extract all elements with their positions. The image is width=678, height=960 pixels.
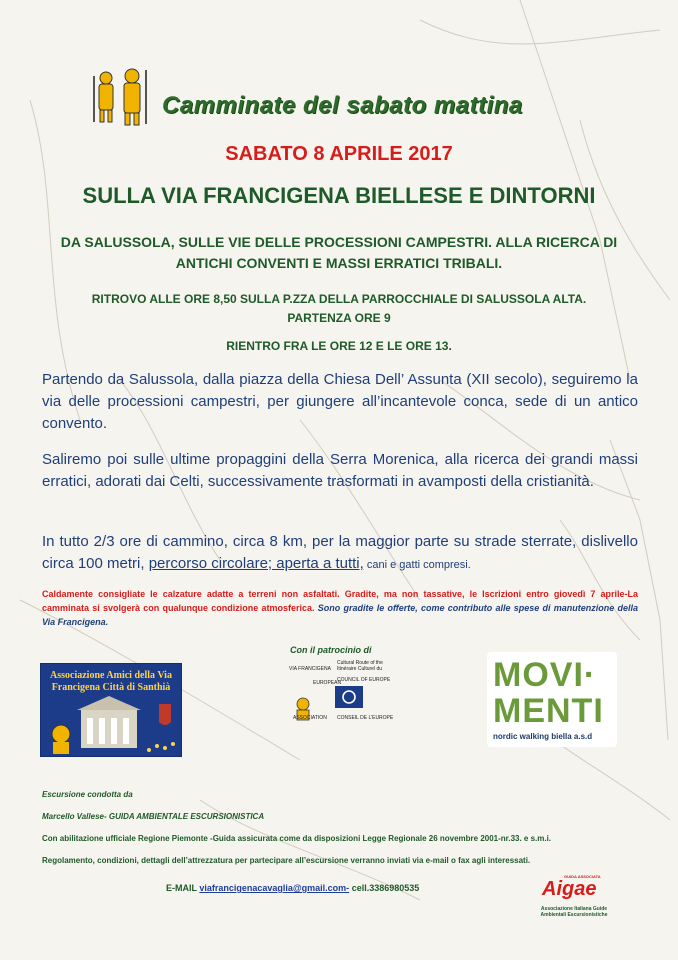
association-name: Associazione Amici della Via Francigena Città di Santhià [50,670,172,693]
departure-time: PARTENZA ORE 9 [287,311,391,325]
movimenti-logo [487,652,617,747]
notice-donation: Sono gradite le offerte, come contributo alle spese di manutenzione della Via Francigena. [42,603,638,627]
rules-info: Regolamento, condizioni, dettagli dell’attrezzatura per partecipare all’escursione verranno inviati via e-mail o fax agli interessati. [42,856,531,865]
email-label: E-MAIL [166,883,200,893]
cultural-route-label: Cultural Route of the Itinéraire Culturel du [337,660,383,672]
movimenti-subtitle: nordic walking biella a.s.d [493,732,593,741]
email-link[interactable]: viafrancigenacavaglia@gmail.com- [199,883,350,893]
movimenti-line-1: MOVI· [493,656,597,694]
description-paragraph-3 [42,531,638,576]
association-logo [40,663,182,757]
aigae-description: Associazione Italiana Guide Ambientali Escursionistiche [540,906,608,918]
aigae-wordmark: Aigae [542,878,597,900]
walk-details: In tutto 2/3 ore di cammino, circa 8 km, per la maggior parte su strade sterrate, dislivello circa 100 metri, [42,533,638,572]
description-paragraph-2: Saliremo poi sulle ultime propaggini della Serra Morenica, alla ricerca dei grandi massi erratici, adorati dai Celti, successivamente trasformati in avamposti della cristianità. [42,451,638,490]
notice-warning: Caldamente consigliate le calzature adatte a terreni non asfaltati. Gradite, ma non tassative, le Iscrizioni entro giovedì 7 aprile-La camminata si svolgerà con qualunque condizione atmosferica. [42,589,638,613]
francigena-council-logo [287,660,395,722]
description-paragraph-1: Partendo da Salussola, dalla piazza della Chiesa Dell’ Assunta (XII secolo), seguiremo la via delle processioni campestri, per giungere all’incantevole conca, sede di un antico convento. [42,371,638,432]
guide-license: Con abilitazione ufficiale Regione Piemonte -Guida assicurata come da disposizioni Legge Regionale 26 novembre 2001-nr.33. e s.m.i. [42,834,552,843]
patronage-label: Con il patrocinio di [290,645,372,655]
phone-number: cell.3386980535 [349,883,420,893]
series-title: Camminate del sabato mattina [162,92,523,119]
movimenti-line-2: MENTI [493,692,604,730]
guide-intro: Escursione condotta da [42,790,133,799]
association-label: ASSOCIATION [293,715,327,721]
conseil-label: CONSEIL DE L’EUROPE [337,715,394,721]
european-label: EUROPEAN [313,680,342,686]
meeting-point: RITROVO ALLE ORE 8,50 SULLA P.ZZA DELLA PARROCCHIALE DI SALUSSOLA ALTA. [91,292,587,306]
pilgrims-icon [88,66,158,126]
header-row [88,66,648,126]
walk-details-underlined: percorso circolare; aperta a tutti, [148,555,364,572]
event-date: SABATO 8 APRILE 2017 [225,143,453,165]
francigena-label: VIA FRANCIGENA [289,666,331,672]
meeting-info [40,290,638,328]
return-time: RIENTRO FRA LE ORE 12 E LE ORE 13. [226,339,452,353]
credits [42,790,642,878]
council-label: COUNCIL OF EUROPE [337,677,391,683]
walk-details-pets: cani e gatti compresi. [363,559,471,571]
aigae-logo [534,874,614,922]
guide-name: Marcello Vallese- GUIDA AMBIENTALE ESCURSIONISTICA [42,812,265,821]
event-subtitle: DA SALUSSOLA, SULLE VIE DELLE PROCESSIONI CAMPESTRI. ALLA RICERCA DI ANTICHI CONVENTI E MASSI ERRATICI TRIBALI. [60,234,618,271]
notice [42,587,638,629]
route-title: SULLA VIA FRANCIGENA BIELLESE E DINTORNI [82,183,596,208]
contact-line [166,883,419,893]
aigae-tagline: GUIDA ASSOCIATA [564,874,601,879]
